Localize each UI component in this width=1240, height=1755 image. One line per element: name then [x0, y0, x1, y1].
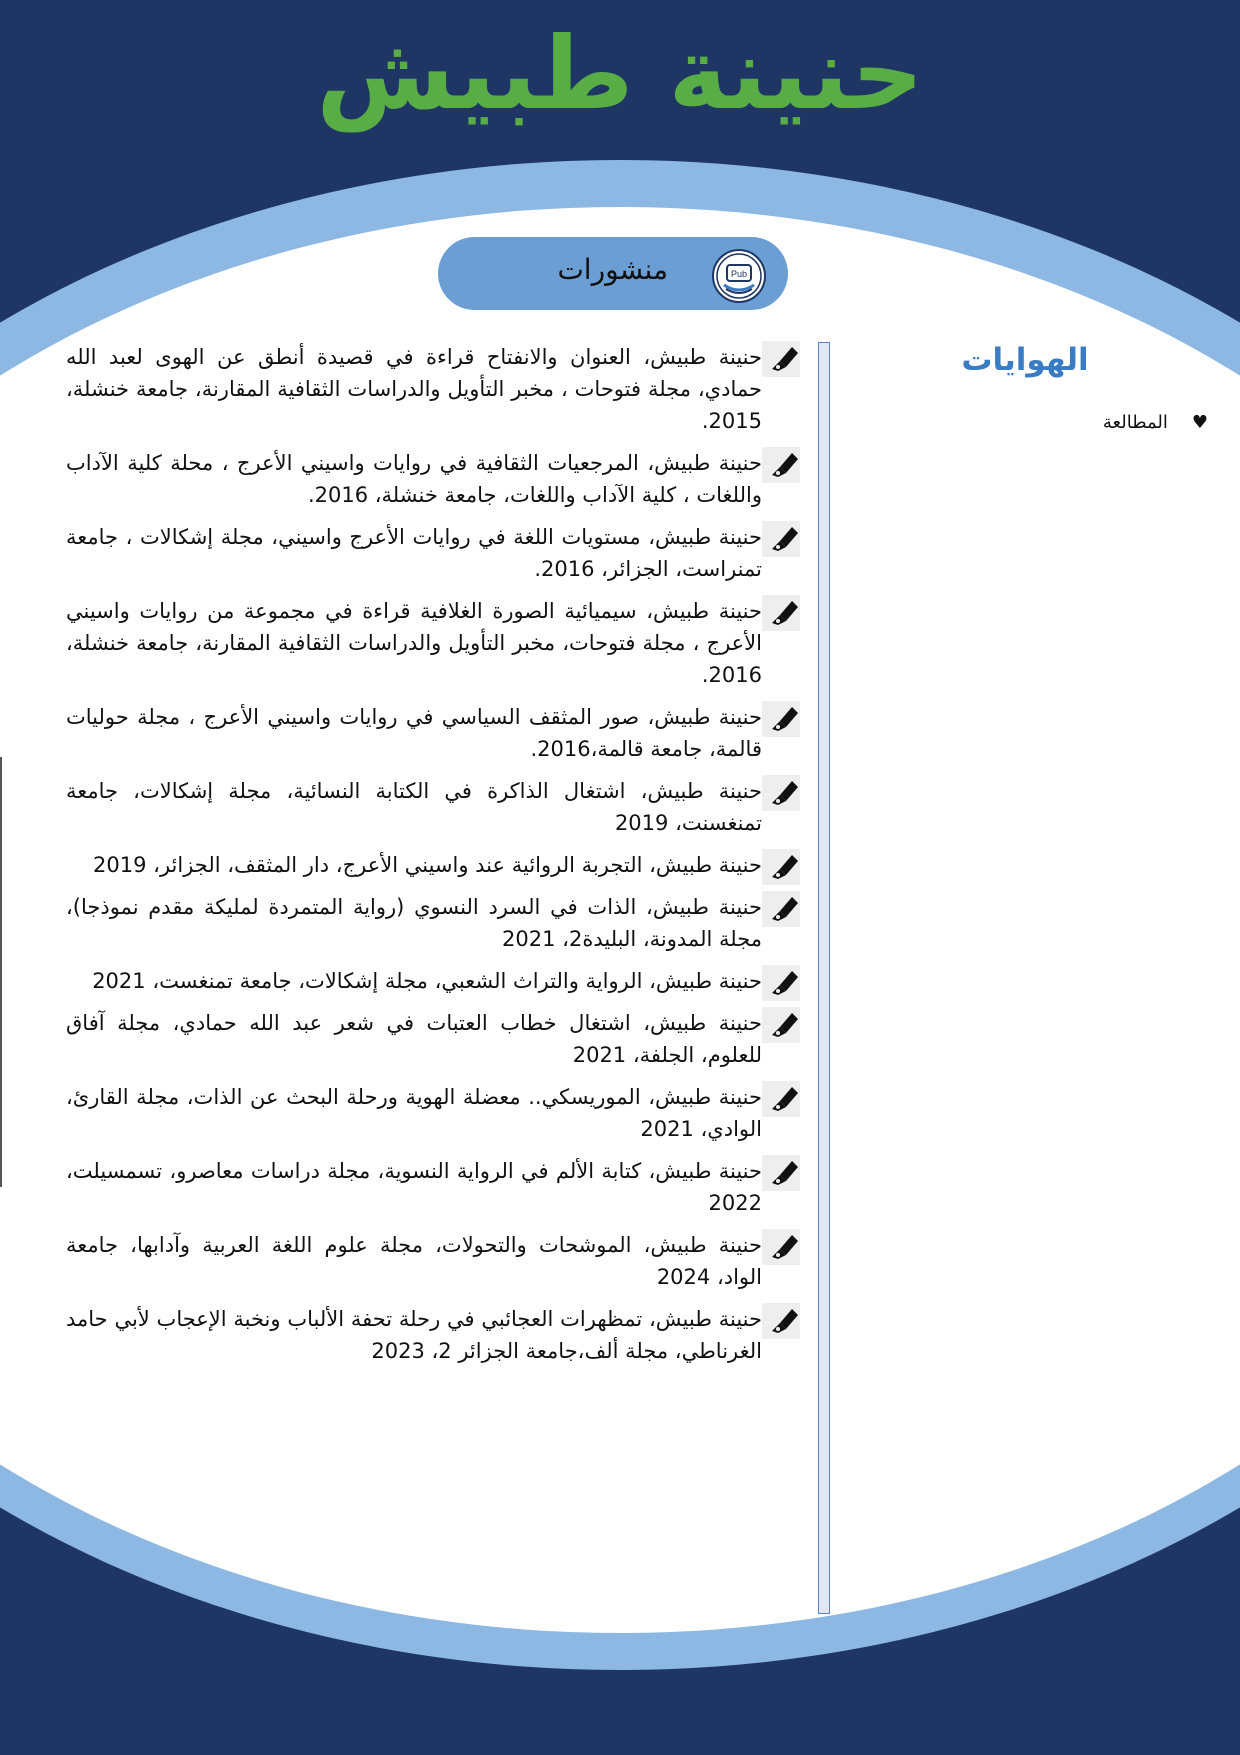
publication-item: حنينة طبيش، اشتغال خطاب العتبات في شعر عبد الله حمادي، مجلة آفاق للعلوم، الجلفة، 2021: [66, 1007, 800, 1071]
pen-nib-icon: [762, 701, 800, 737]
pen-nib-icon: [762, 965, 800, 1001]
hobby-label: المطالعة: [1102, 412, 1168, 433]
publication-item: حنينة طبيش، التجربة الروائية عند واسيني الأعرج، دار المثقف، الجزائر، 2019: [66, 849, 800, 881]
hobbies-title: الهوايات: [961, 342, 1089, 378]
publications-title: منشورات: [557, 253, 668, 286]
pen-nib-icon: [762, 1081, 800, 1117]
pen-nib-icon: [762, 521, 800, 557]
publication-item: حنينة طبيش، المرجعيات الثقافية في روايات واسيني الأعرج ، محلة كلية الآداب واللغات ، كلية الآداب واللغات، جامعة خنشلة، 2016.: [66, 447, 800, 511]
publication-item: حنينة طبيش، تمظهرات العجائبي في رحلة تحفة الألباب ونخبة الإعجاب لأبي حامد الغرناطي، مجلة ألف،جامعة الجزائر 2، 2023: [66, 1303, 800, 1367]
publication-item: حنينة طبيش، كتابة الألم في الرواية النسوية، مجلة دراسات معاصرو، تسمسيلت، 2022: [66, 1155, 800, 1219]
pen-nib-icon: [762, 1007, 800, 1043]
publication-item: حنينة طبيش، صور المثقف السياسي في روايات واسيني الأعرج ، مجلة حوليات قالمة، جامعة قالمة،2016.: [66, 701, 800, 765]
publication-logo-icon: [712, 249, 766, 303]
pen-nib-icon: [762, 595, 800, 631]
publication-item: حنينة طبيش، العنوان والانفتاح قراءة في قصيدة أنطق عن الهوى لعبد الله حمادي، مجلة فتوحات ، مخبر التأويل والدراسات الثقافية المقارنة، جامعة خنشلة، 2015.: [66, 341, 800, 437]
page-title: حنينة طبيش: [316, 15, 924, 132]
pen-nib-icon: [762, 447, 800, 483]
svg-text:Pub: Pub: [730, 269, 748, 279]
publication-item: حنينة طبيش، الموشحات والتحولات، مجلة علوم اللغة العربية وآدابها، جامعة الواد، 2024: [66, 1229, 800, 1293]
pen-nib-icon: [762, 891, 800, 927]
publications-header: [438, 237, 788, 310]
pen-nib-icon: [762, 849, 800, 885]
pen-nib-icon: [762, 341, 800, 377]
publication-item: حنينة طبيش، مستويات اللغة في روايات الأعرج واسيني، مجلة إشكالات ، جامعة تمنراست، الجزائر، 2016.: [66, 521, 800, 585]
section-divider-bar: [818, 342, 830, 1614]
publication-item: حنينة طبيش، سيميائية الصورة الغلافية قراءة في مجموعة من روايات واسيني الأعرج ، مجلة فتوحات، مخبر التأويل والدراسات الثقافية المقارنة، جامعة خنشلة، 2016.: [66, 595, 800, 691]
hobby-item: [1103, 412, 1208, 433]
left-edge-line: [0, 757, 2, 1187]
publication-item: حنينة طبيش، اشتغال الذاكرة في الكتابة النسائية، مجلة إشكالات، جامعة تمنغسنت، 2019: [66, 775, 800, 839]
pen-nib-icon: [762, 1155, 800, 1191]
pen-nib-icon: [762, 1229, 800, 1265]
pen-nib-icon: [762, 1303, 800, 1339]
heart-icon: ♥: [1191, 412, 1208, 433]
publications-list: [66, 341, 800, 1377]
publication-item: حنينة طبيش، الموريسكي.. معضلة الهوية ورحلة البحث عن الذات، مجلة القارئ، الوادي، 2021: [66, 1081, 800, 1145]
publication-item: حنينة طبيش، الرواية والتراث الشعبي، مجلة إشكالات، جامعة تمنغست، 2021: [66, 965, 800, 997]
pen-nib-icon: [762, 775, 800, 811]
publication-item: حنينة طبيش، الذات في السرد النسوي (رواية المتمردة لمليكة مقدم نموذجا)، مجلة المدونة، البليدة2، 2021: [66, 891, 800, 955]
